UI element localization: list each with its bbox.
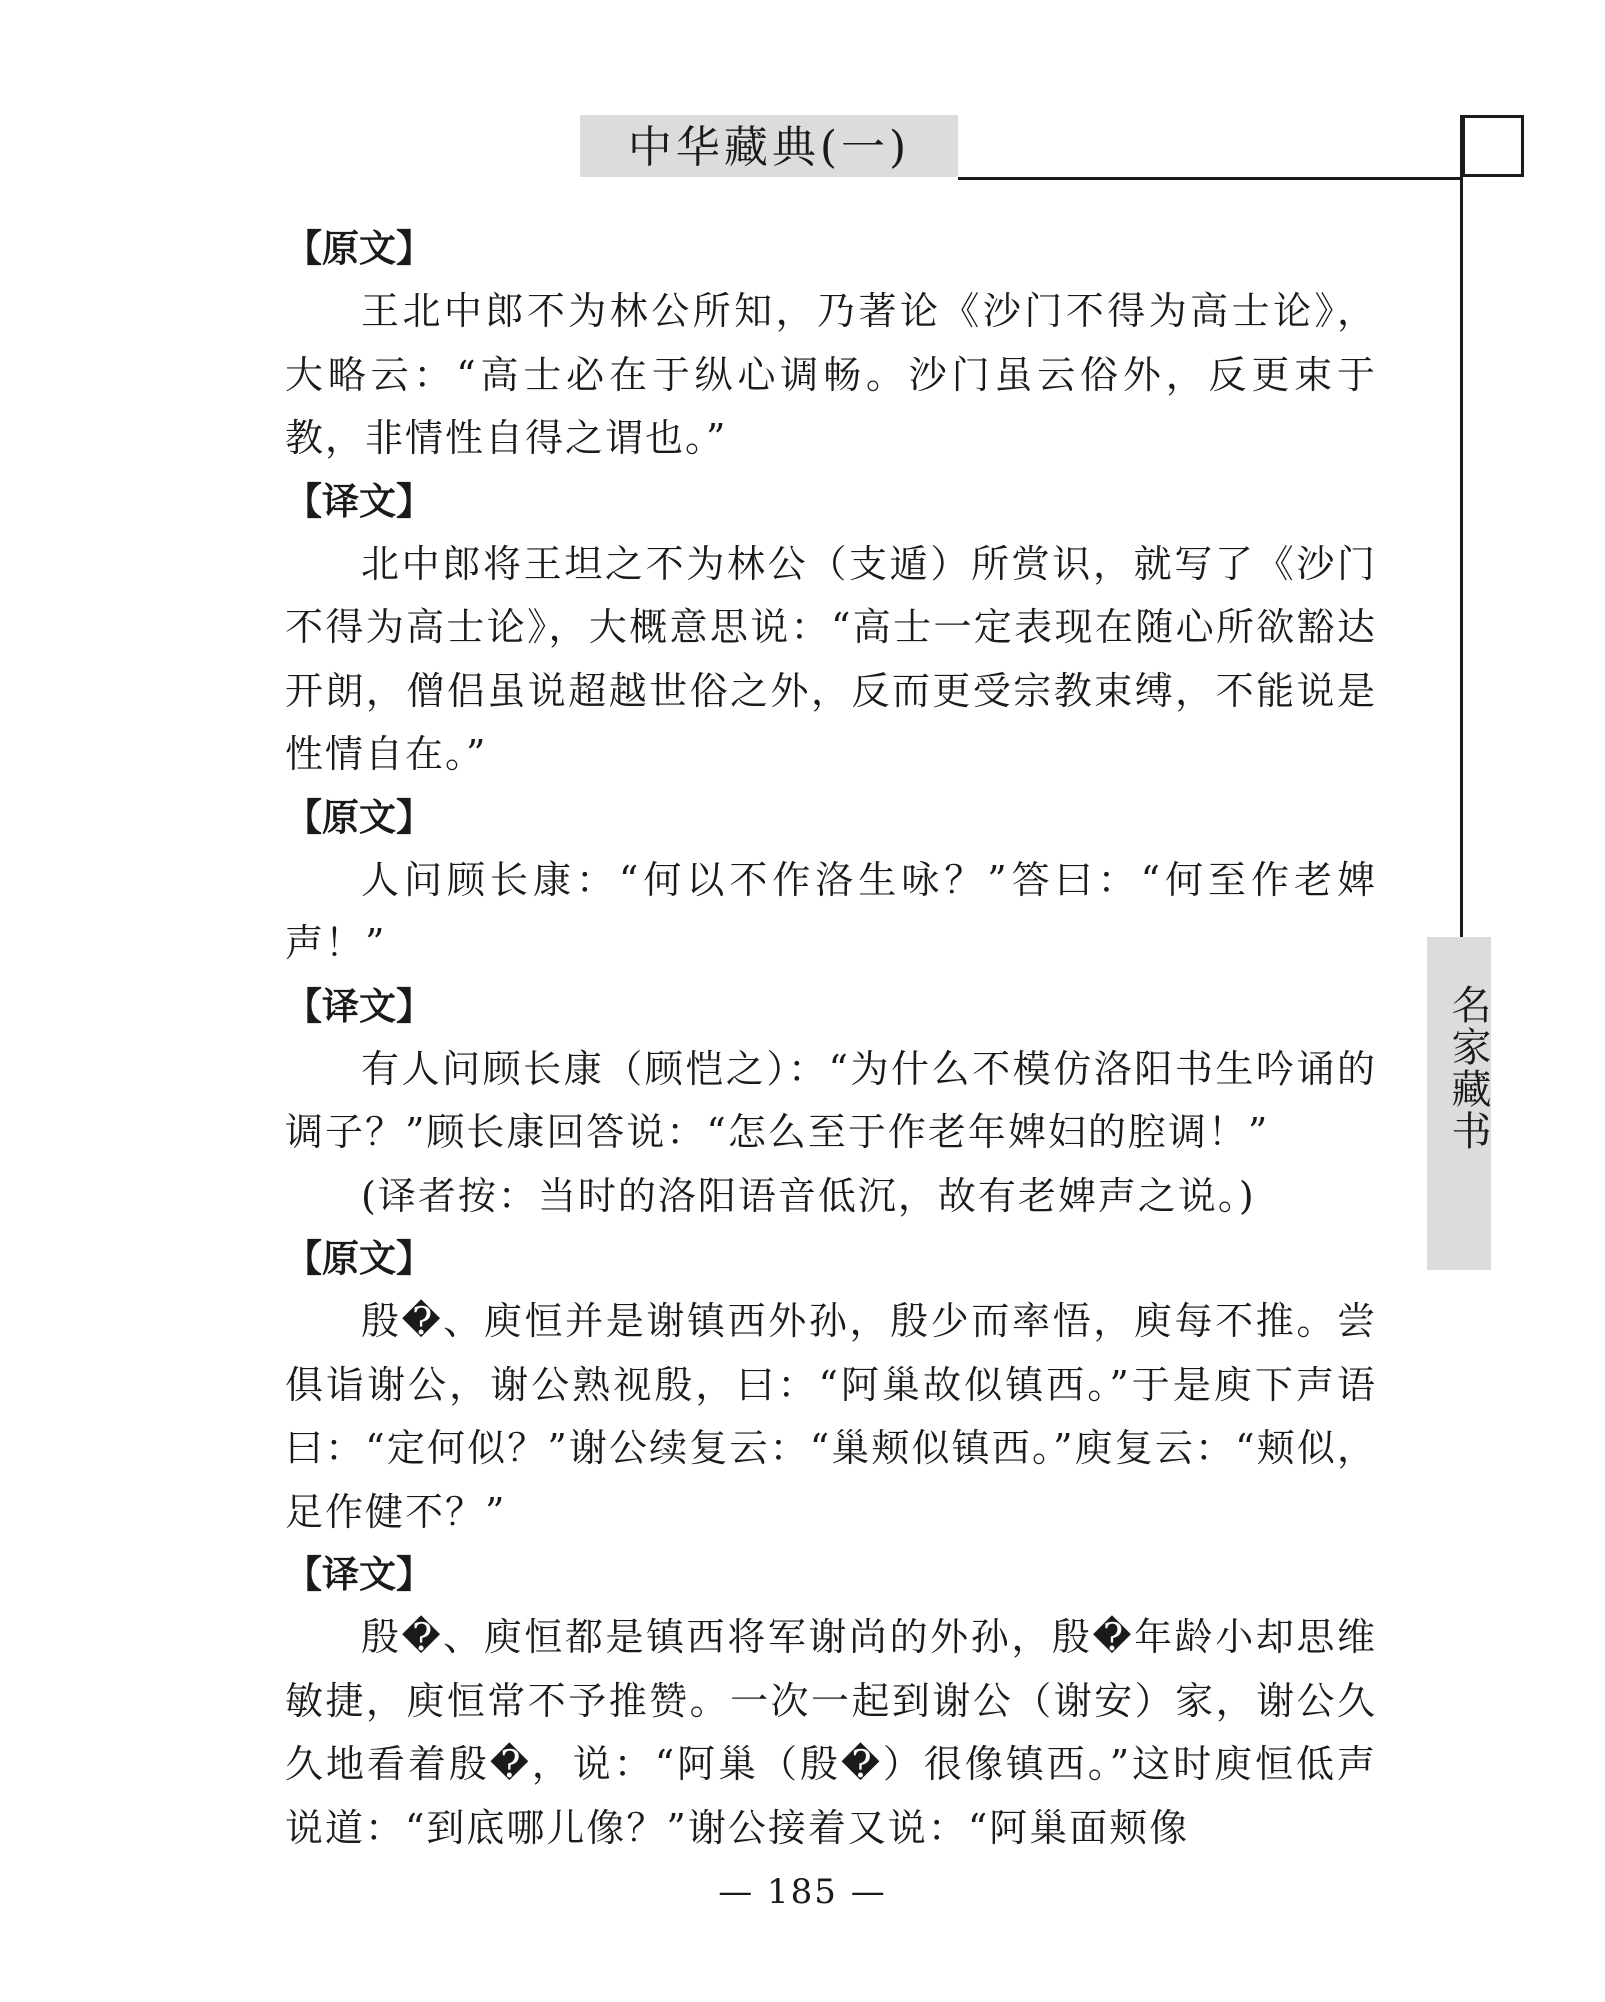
section-heading: 【译文】 [285,984,433,1028]
section-heading: 【译文】 [285,479,433,523]
section-6 [285,1544,1377,1860]
paragraph: 人问顾长康：“何以不作洛生咏？”答曰：“何至作老婢声！” [285,857,1377,965]
section-1 [285,218,1377,471]
paragraph: 殷�、庾恒并是谢镇西外孙，殷少而率悟，庾每不推。尝俱诣谢公，谢公熟视殷，曰：“阿巢故似镇西。”于是庾下声语曰：“定何似？”谢公续复云：“巢颊似镇西。”庾复云：“颊似，足作健不？” [285,1299,1377,1534]
header-rule [958,177,1462,180]
page-number: — 185 — [718,1872,887,1912]
paragraph: 王北中郎不为林公所知，乃著论《沙门不得为高士论》，大略云：“高士必在于纵心调畅。沙门虽云俗外，反更束于教，非情性自得之谓也。” [285,289,1377,460]
paragraph: 北中郎将王坦之不为林公（支遁）所赏识，就写了《沙门不得为高士论》，大概意思说：“高士一定表现在随心所欲豁达开朗，僧侣虽说超越世俗之外，反而更受宗教束缚，不能说是性情自在。” [285,541,1377,776]
running-header-title: 中华藏典(一) [627,122,911,173]
translator-note: (译者按：当时的洛阳语音低沉，故有老婢声之说。) [361,1173,1256,1218]
section-5 [285,1228,1377,1544]
side-tab-label: 名家藏书 [1445,984,1491,1152]
section-heading: 【原文】 [285,227,433,270]
section-2 [285,471,1377,787]
section-heading: 【原文】 [285,1237,433,1280]
paragraph: 殷�、庾恒都是镇西将军谢尚的外孙，殷�年龄小却思维敏捷，庾恒常不予推赞。一次一起到谢公（谢安）家，谢公久久地看着殷�，说：“阿巢（殷�）很像镇西。”这时庾恒低声说道：“到底哪儿像？”谢公接着又说：“阿巢面颊像 [285,1615,1377,1850]
section-heading: 【译文】 [285,1553,433,1596]
corner-square-ornament [1462,115,1524,177]
section-4 [285,976,1377,1229]
page-body [285,218,1377,1860]
paragraph: 有人问顾长康（顾恺之）：“为什么不模仿洛阳书生吟诵的调子？”顾长康回答说：“怎么至于作老年婢妇的腔调！” [285,1046,1377,1154]
section-heading: 【原文】 [285,795,433,839]
side-vertical-rule [1460,115,1463,937]
section-3 [285,787,1377,976]
